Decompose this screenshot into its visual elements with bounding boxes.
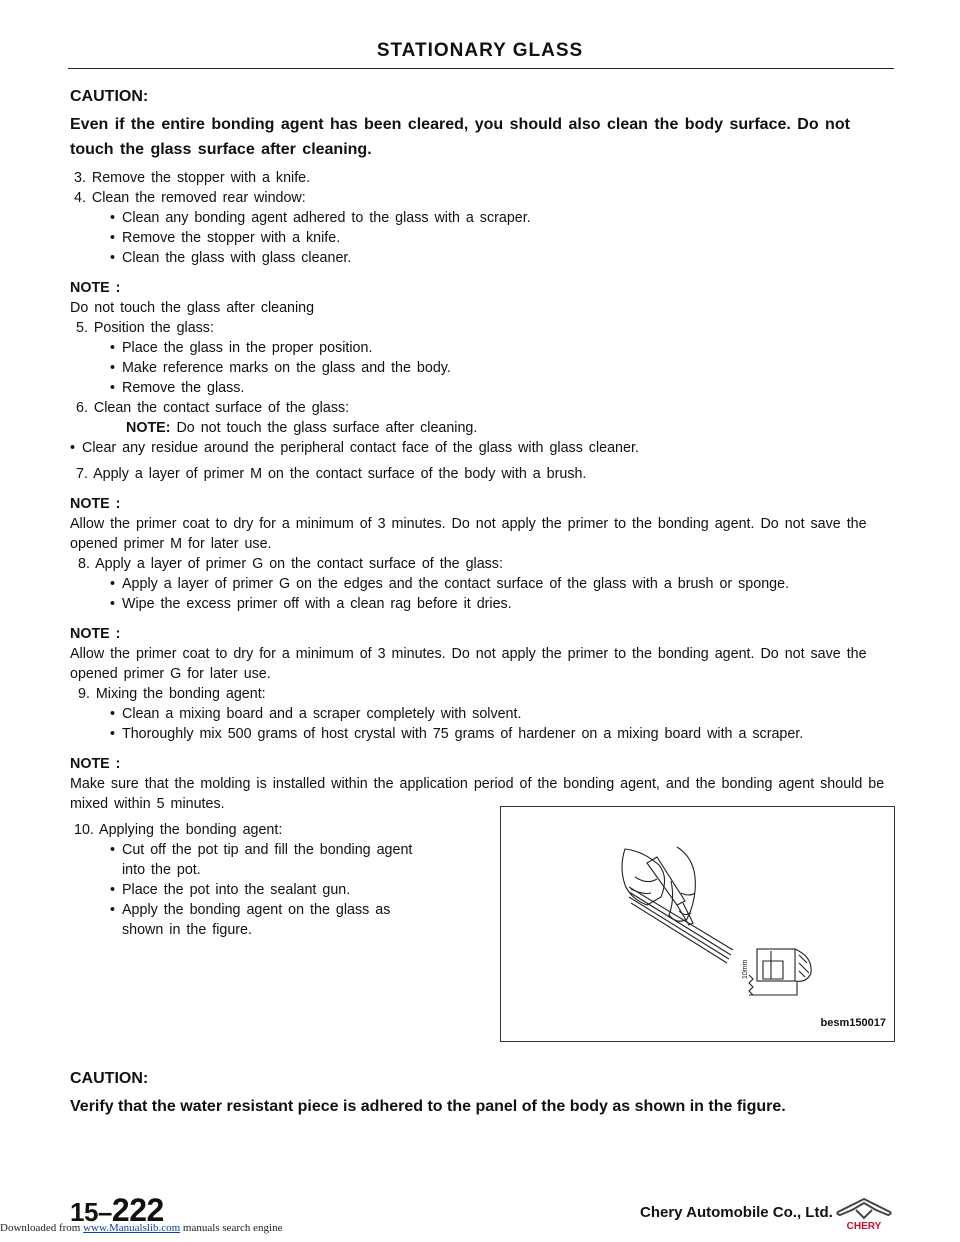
logo-text: CHERY: [846, 1221, 882, 1232]
note-text: Do not touch the glass after cleaning: [70, 300, 315, 316]
step-9-title: 9. Mixing the bonding agent:: [78, 686, 266, 702]
page-num: 222: [111, 1192, 164, 1228]
figure-id: besm150017: [820, 1017, 886, 1029]
step-6-note-text: Do not touch the glass surface after cleaning.: [170, 420, 478, 436]
step-6-note-label: NOTE:: [126, 420, 171, 436]
list-item: • Clean any bonding agent adhered to the glass with a scraper.: [70, 208, 896, 228]
manualslib-link[interactable]: www.Manualslib.com: [83, 1222, 181, 1234]
note-text: Allow the primer coat to dry for a minimum of 3 minutes. Do not apply the primer to the bonding agent. Do not save the opened primer G for later use.: [70, 646, 867, 682]
list-item: • Thoroughly mix 500 grams of host crystal with 75 grams of hardener on a mixing board with a scraper.: [70, 724, 896, 744]
step-8-bullets: [70, 574, 896, 614]
note-text: Allow the primer coat to dry for a minimum of 3 minutes. Do not apply the primer to the bonding agent. Do not save the opened primer M for later use.: [70, 516, 867, 552]
list-item: • Clean a mixing board and a scraper completely with solvent.: [70, 704, 896, 724]
list-item: • Clean the glass with glass cleaner.: [70, 248, 896, 268]
list-item: • Cut off the pot tip and fill the bonding agent into the pot.: [70, 840, 450, 880]
step-10-title: 10. Applying the bonding agent:: [74, 822, 283, 838]
header-rule: [68, 68, 894, 69]
step-8-title: 8. Apply a layer of primer G on the contact surface of the glass:: [78, 556, 503, 572]
step-10-bullets: [70, 840, 450, 940]
download-source: Downloaded from www.Manualslib.com manuals search engine: [0, 1222, 283, 1234]
note-text: Make sure that the molding is installed within the application period of the bonding agent, and the bonding agent should be mixed within 5 minutes.: [70, 776, 885, 812]
step-7: 7. Apply a layer of primer M on the contact surface of the body with a brush.: [76, 466, 587, 482]
note-label: NOTE :: [70, 626, 121, 642]
caution-text: Verify that the water resistant piece is adhered to the panel of the body as shown in the figure.: [70, 1098, 786, 1115]
step-5-bullets: [70, 338, 896, 398]
chery-logo-icon: [832, 1196, 896, 1232]
note-label: NOTE :: [70, 280, 121, 296]
list-item: • Place the glass in the proper position.: [70, 338, 896, 358]
caution-text: Even if the entire bonding agent has been cleared, you should also clean the body surface. Do not touch the glass surface after cleaning.: [70, 116, 850, 158]
caution-bottom: [70, 1068, 896, 1125]
company-name: Chery Automobile Co., Ltd.: [640, 1204, 833, 1221]
caution-label: CAUTION:: [70, 88, 149, 105]
step-6-bullet: • Clear any residue around the peripheral contact face of the glass with glass cleaner.: [70, 438, 896, 458]
note-label: NOTE :: [70, 756, 121, 772]
figure-bonding-agent: [500, 806, 895, 1042]
list-item: • Apply the bonding agent on the glass as shown in the figure.: [70, 900, 450, 940]
step-6-note: [70, 418, 896, 438]
caution-label: CAUTION:: [70, 1070, 149, 1087]
step-3: 3. Remove the stopper with a knife.: [74, 170, 311, 186]
list-item: • Wipe the excess primer off with a clean rag before it dries.: [70, 594, 896, 614]
step-4-title: 4. Clean the removed rear window:: [74, 190, 306, 206]
step-4-bullets: [70, 208, 896, 268]
page-header-title: STATIONARY GLASS: [376, 40, 584, 61]
step-9-bullets: [70, 704, 896, 744]
step-5-title: 5. Position the glass:: [76, 320, 214, 336]
figure-illustration: [501, 807, 894, 1041]
step-10-block: [70, 820, 450, 940]
note-label: NOTE :: [70, 496, 121, 512]
step-6-title: 6. Clean the contact surface of the glass:: [76, 400, 350, 416]
page-prefix: 15–: [70, 1197, 112, 1227]
list-item: • Remove the glass.: [70, 378, 896, 398]
list-item: • Apply a layer of primer G on the edges and the contact surface of the glass with a brush or sponge.: [70, 574, 896, 594]
list-item: • Place the pot into the sealant gun.: [70, 880, 450, 900]
dimension-label: 10mm: [742, 959, 749, 979]
list-item: • Remove the stopper with a knife.: [70, 228, 896, 248]
list-item: • Make reference marks on the glass and the body.: [70, 358, 896, 378]
